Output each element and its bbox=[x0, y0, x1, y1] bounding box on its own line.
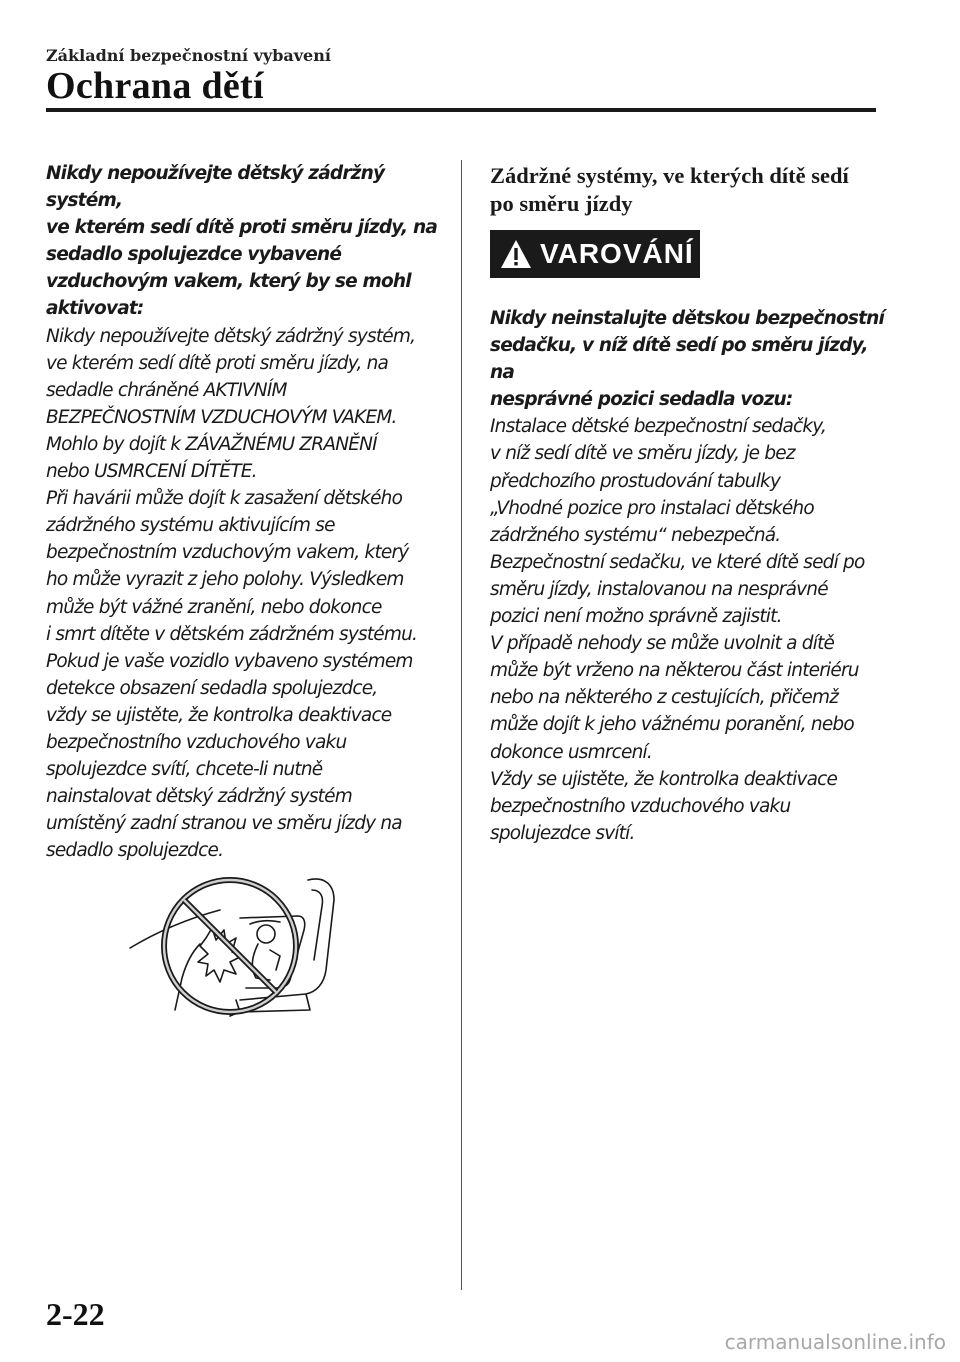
prohibited-rear-facing-seat-illustration bbox=[120, 860, 360, 1020]
section-heading: Základní bezpečnostní vybavení bbox=[46, 46, 331, 65]
header-divider bbox=[46, 108, 876, 112]
column-divider bbox=[461, 160, 462, 1290]
warning-body-rear-facing: Nikdy nepoužívejte dětský zádržný systém, ve kterém sedí dítě proti směru jízdy, na sedadle chráněné AKTIVNÍM BEZPEČNOSTNÍM VZDUCHOVÝM VAKEM. Mohlo by dojít k ZÁVAŽNÉMU ZRANĚNÍ nebo USMRCENÍ DÍTĚTE. Při havárii může dojít k zasažení dětského zádržného systému aktivujícím se bezpečnostním vzduchovým vakem, který ho může vyrazit z jeho polohy. Výsledkem může být vážné zranění, nebo dokonce i smrt dítěte v dětském zádržném systému. Pokud je vaše vozidlo vybaveno systémem detekce obsazení sedadla spolujezdce, vždy se ujistěte, že kontrolka deaktivace bezpečnostního vzduchového vaku spolujezdce svítí, chcete-li nutně nainstalovat dětský zádržný systém umístěný zadní stranou ve směru jízdy na sedadlo spolujezdce. bbox=[46, 325, 418, 862]
right-column bbox=[490, 305, 890, 847]
warning-heading-forward-facing: Nikdy neinstalujte dětskou bezpečnostní sedačku, v níž dítě sedí po směru jízdy, na nesprávné pozici sedadla vozu: bbox=[490, 308, 885, 411]
section-title-forward-facing: Zádržné systémy, ve kterých dítě sedí po směru jízdy bbox=[490, 163, 849, 216]
warning-body-forward-facing: Instalace dětské bezpečnostní sedačky, v níž sedí dítě ve směru jízdy, je bez předchozího prostudování tabulky „Vhodné pozice pro instalaci dětského zádržného systému“ nebezpečná. Bezpečnostní sedačku, ve které dítě sedí po směru jízdy, instalovanou na nesprávné pozici není možno správně zajistit. V případě nehody se může uvolnit a dítě může být vrženo na některou část interiéru nebo na některého z cestujících, přičemž může dojít k jeho vážnému poranění, nebo dokonce usmrcení. Vždy se ujistěte, že kontrolka deaktivace bezpečnostního vzduchového vaku spolujezdce svítí. bbox=[490, 416, 865, 844]
warning-triangle-icon bbox=[500, 239, 532, 269]
watermark: carmanualsonline.info bbox=[724, 1330, 946, 1354]
page-number: 2-22 bbox=[46, 1296, 105, 1332]
page-title: Ochrana dětí bbox=[46, 65, 264, 107]
warning-label: VAROVÁNÍ bbox=[540, 238, 694, 269]
warning-badge bbox=[490, 230, 700, 278]
left-column bbox=[46, 160, 456, 864]
warning-heading-rear-facing: Nikdy nepoužívejte dětský zádržný systém, ve kterém sedí dítě proti směru jízdy, na sedadlo spolujezdce vybavené vzduchovým vakem, který by se mohl aktivovat: bbox=[46, 163, 438, 320]
